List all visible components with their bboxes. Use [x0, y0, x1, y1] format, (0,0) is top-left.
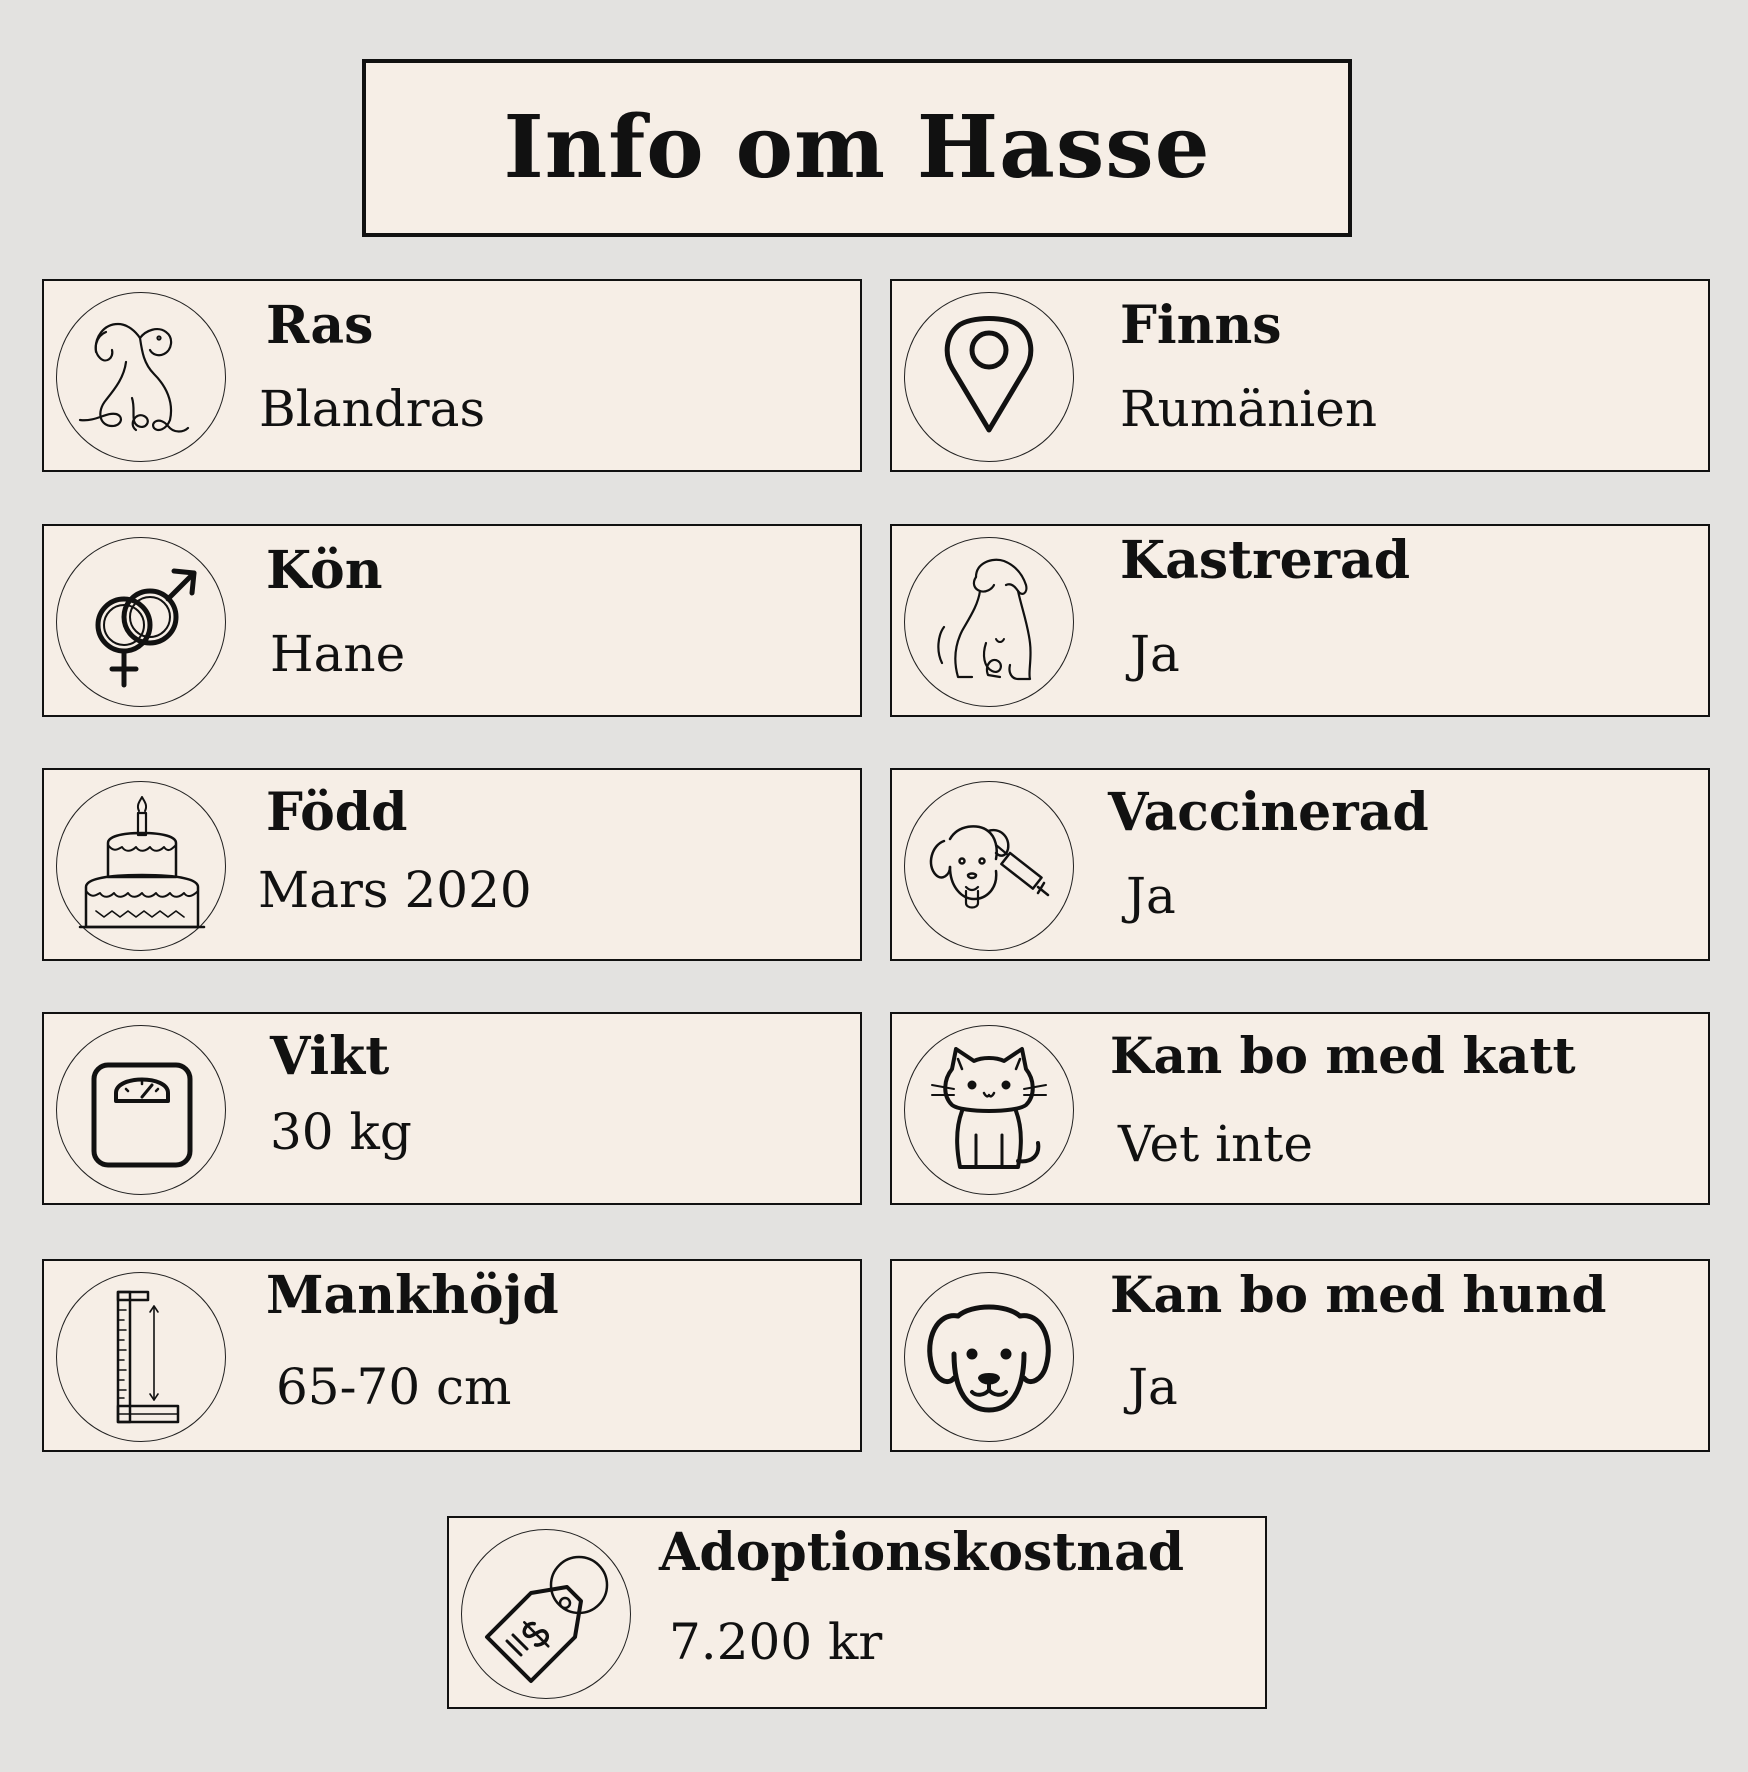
title-box [362, 59, 1352, 237]
info-card-ras [42, 279, 862, 472]
card-label-finns: Finns [1120, 295, 1282, 356]
dog-syringe-icon [904, 781, 1074, 951]
scale-icon [56, 1025, 226, 1195]
card-value-mankhojd: 65-70 cm [276, 1358, 512, 1416]
card-value-fodd: Mars 2020 [258, 861, 532, 919]
info-card-katt [890, 1012, 1710, 1205]
info-card-vaccinerad [890, 768, 1710, 961]
card-label-adoptionskostnad: Adoptionskostnad [659, 1522, 1185, 1583]
price-tag-icon [461, 1529, 631, 1699]
cat-icon [904, 1025, 1074, 1195]
info-card-finns [890, 279, 1710, 472]
card-label-fodd: Född [266, 782, 408, 843]
card-value-ras: Blandras [259, 380, 486, 438]
card-value-vaccinerad: Ja [1126, 867, 1176, 925]
height-ruler-icon [56, 1272, 226, 1442]
dog-face-icon [904, 1272, 1074, 1442]
card-label-vikt: Vikt [270, 1026, 390, 1087]
info-card-kon [42, 524, 862, 717]
card-value-finns: Rumänien [1120, 380, 1378, 438]
card-label-mankhojd: Mankhöjd [266, 1265, 559, 1326]
sitting-dog-icon [904, 537, 1074, 707]
page-title: Info om Hasse [503, 97, 1211, 198]
card-value-vikt: 30 kg [270, 1103, 412, 1161]
info-card-mankhojd [42, 1259, 862, 1452]
card-label-katt: Kan bo med katt [1110, 1026, 1576, 1085]
card-label-kastrerad: Kastrerad [1120, 530, 1411, 591]
card-value-katt: Vet inte [1118, 1115, 1313, 1173]
card-value-adoptionskostnad: 7.200 kr [669, 1613, 883, 1671]
info-card-adoptionskostnad [447, 1516, 1267, 1709]
card-label-hund: Kan bo med hund [1110, 1265, 1607, 1324]
card-label-ras: Ras [266, 295, 374, 356]
card-label-kon: Kön [266, 540, 383, 601]
dog-line-art-icon [56, 292, 226, 462]
gender-symbols-icon [56, 537, 226, 707]
info-card-fodd [42, 768, 862, 961]
card-label-vaccinerad: Vaccinerad [1108, 782, 1429, 843]
birthday-cake-icon [56, 781, 226, 951]
location-pin-icon [904, 292, 1074, 462]
info-card-vikt [42, 1012, 862, 1205]
card-value-hund: Ja [1128, 1358, 1178, 1416]
card-value-kon: Hane [270, 625, 406, 683]
info-card-hund [890, 1259, 1710, 1452]
info-card-kastrerad [890, 524, 1710, 717]
card-value-kastrerad: Ja [1130, 625, 1180, 683]
